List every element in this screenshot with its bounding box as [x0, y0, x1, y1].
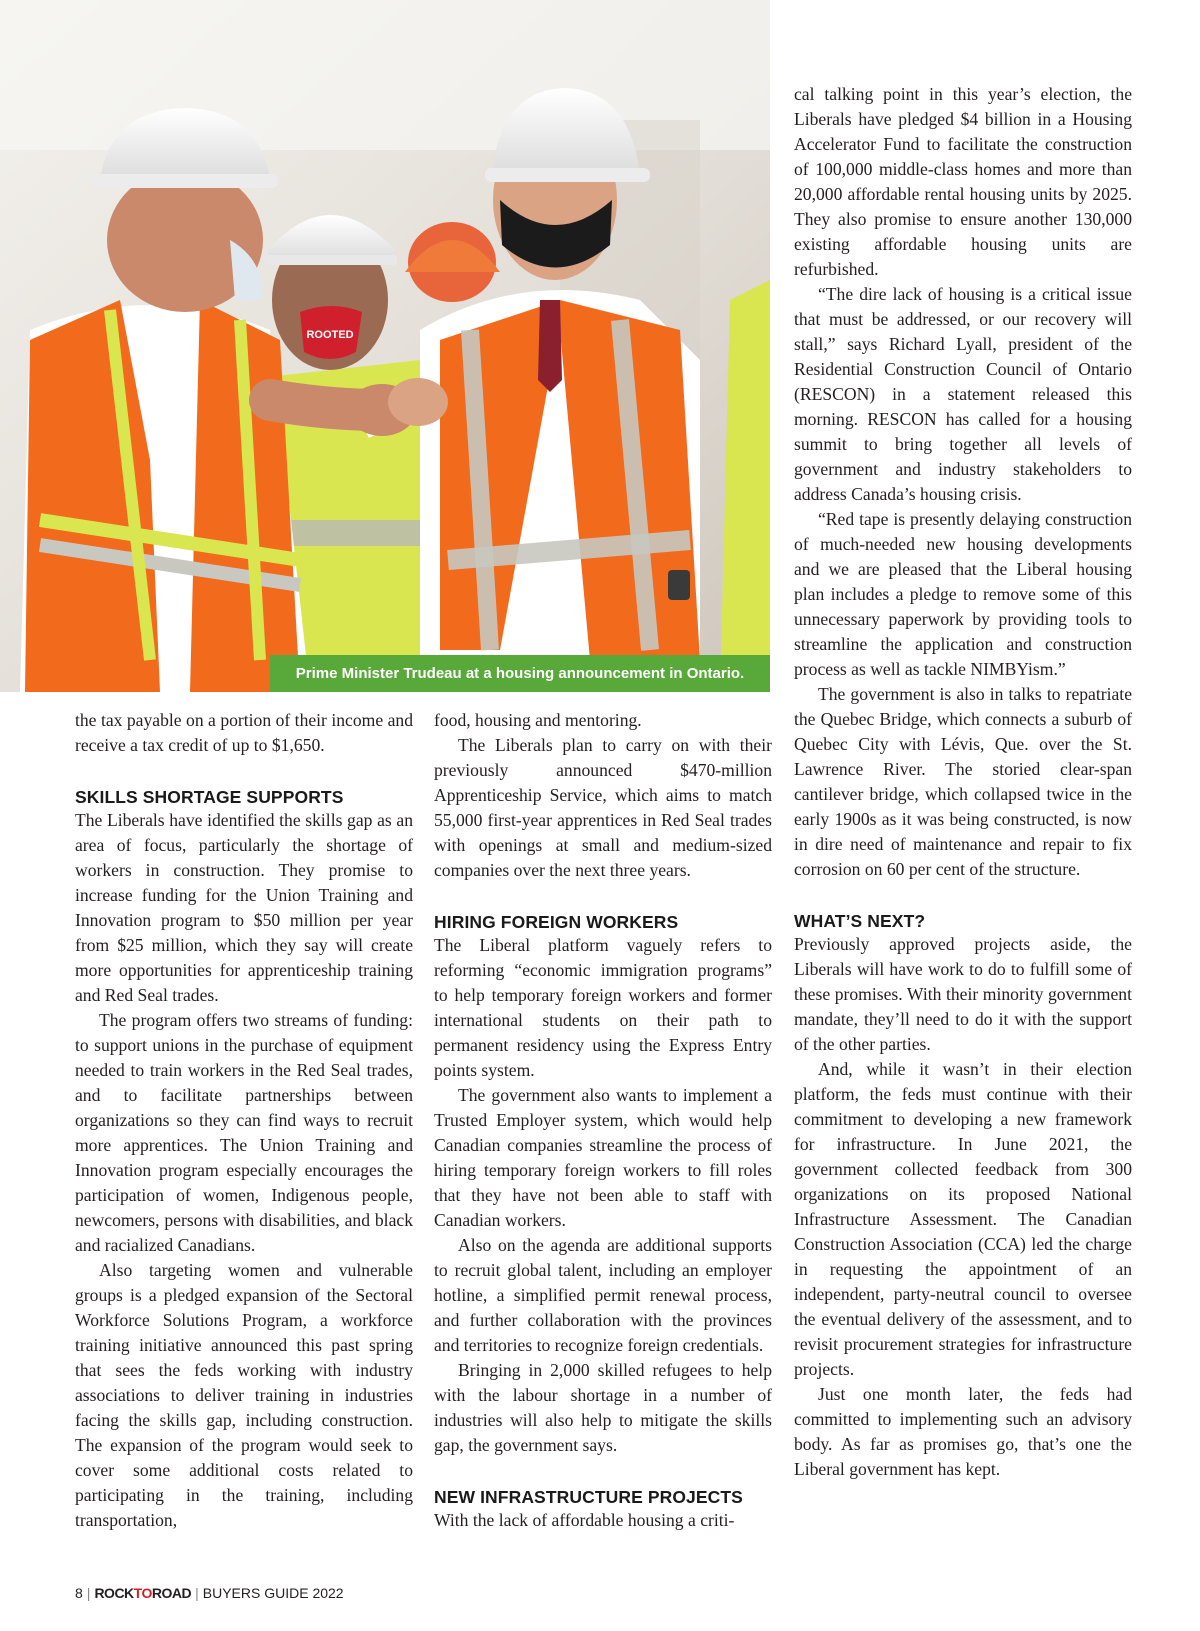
section-heading-whats-next: WHAT’S NEXT? [794, 911, 926, 931]
paragraph: The Liberals have identified the skills gap as an area of focus, particularly the shortage of workers in construction. They promise to increase funding for the Union Training and Innovation program to $50 million per year from $25 million, which they say will create more opportunities for apprenticeship training and Red Seal trades. [75, 810, 413, 1005]
article-photo [0, 0, 770, 692]
article-column-1 [75, 708, 413, 1533]
page-number: 8 [75, 1585, 83, 1601]
brand-road: ROAD [151, 1585, 192, 1601]
brand-rock: ROCK [94, 1585, 134, 1601]
paragraph: Also targeting women and vulnerable groups is a pledged expansion of the Sectoral Workforce Solutions Program, a workforce training initiative announced this past spring that sees the feds working with industry associations to deliver training in industries facing the skills gap, including construction. The expansion of the program would seek to cover some additional costs related to participating in the training, including transportation, [75, 1260, 413, 1530]
paragraph: Previously approved projects aside, the Liberals will have work to do to fulfill some of these promises. With their minority government mandate, they’ll need to do it with the support of the other parties. [794, 934, 1132, 1054]
wristwatch [668, 570, 690, 600]
construction-site-photo [0, 0, 770, 692]
paragraph: The Liberals plan to carry on with their previously announced $470-million Apprenticeship Service, which aims to match 55,000 first-year apprentices in Red Seal trades with openings at small and medium-sized companies over the next three years. [434, 735, 772, 880]
photo-caption: Prime Minister Trudeau at a housing announcement in Ontario. [270, 655, 770, 692]
brand-logo [94, 1585, 191, 1601]
mask-text: ROOTED [306, 329, 354, 341]
paragraph: “Red tape is presently delaying construction of much-needed new housing developments and we are pleased that the Liberal housing plan includes a pledge to remove some of this unnecessary paperwork by providing tools to streamline the application and construction process as well as tackle NIMBYism.” [794, 509, 1132, 679]
paragraph: “The dire lack of housing is a critical issue that must be addressed, or our recovery will stall,” says Richard Lyall, president of the Residential Construction Council of Ontario (RESCON) in a statement released this morning. RESCON has called for a housing summit to bring together all levels of government and industry stakeholders to address Canada’s housing crisis. [794, 284, 1132, 504]
paragraph: food, housing and mentoring. [434, 710, 642, 730]
paragraph: cal talking point in this year’s election, the Liberals have pledged $4 billion in a Housing Accelerator Fund to facilitate the construction of 100,000 middle-class homes and more than 20,000 affordable rental housing units by 2025. They also promise to ensure another 130,000 existing affordable housing units are refurbished. [794, 84, 1132, 279]
paragraph: Bringing in 2,000 skilled refugees to help with the labour shortage in a number of industries will also help to mitigate the skills gap, the government says. [434, 1360, 772, 1455]
article-column-3 [794, 82, 1132, 1482]
paragraph: And, while it wasn’t in their election platform, the feds must continue with their commitment to developing a new framework for infrastructure. In June 2021, the government collected feedback from 300 organizations on its proposed National Infrastructure Assessment. The Canadian Construction Association (CCA) led the charge in requesting the appointment of an independent, party-neutral council to oversee the eventual delivery of the assessment, and to revisit procurement strategies for infrastructure projects. [794, 1059, 1132, 1379]
paragraph: The Liberal platform vaguely refers to reforming “economic immigration programs” to help temporary foreign workers and former international students on their path to permanent residency using the Express Entry points system. [434, 935, 772, 1080]
section-heading-new-infrastructure: NEW INFRASTRUCTURE PROJECTS [434, 1487, 743, 1507]
footer-separator: | [195, 1585, 199, 1601]
paragraph: Just one month later, the feds had committed to implementing such an advisory body. As far as promises go, that’s one the Liberal government has kept. [794, 1384, 1132, 1479]
article-column-2 [434, 708, 772, 1533]
publication-name: BUYERS GUIDE 2022 [202, 1585, 344, 1601]
section-heading-skills-shortage: SKILLS SHORTAGE SUPPORTS [75, 787, 344, 807]
paragraph: the tax payable on a portion of their income and receive a tax credit of up to $1,650. [75, 710, 413, 755]
paragraph: The government also wants to implement a Trusted Employer system, which would help Canadian companies streamline the process of hiring temporary foreign workers to fill roles that they have not been able to staff with Canadian workers. [434, 1085, 772, 1230]
paragraph: The government is also in talks to repatriate the Quebec Bridge, which connects a suburb of Quebec City with Lévis, Que. over the St. Lawrence River. The storied clear-span cantilever bridge, which collapsed twice in the early 1900s as it was being constructed, is now in dire need of maintenance and repair to fix corrosion on 60 per cent of the structure. [794, 684, 1132, 879]
page-footer [75, 1583, 344, 1603]
footer-separator: | [86, 1585, 91, 1601]
paragraph: With the lack of affordable housing a criti- [434, 1510, 735, 1530]
section-heading-hiring-foreign-workers: HIRING FOREIGN WORKERS [434, 912, 679, 932]
brand-to: TO [133, 1585, 152, 1601]
paragraph: Also on the agenda are additional supports to recruit global talent, including an employer hotline, a simplified permit renewal process, and further collaboration with the provinces and territories to recognize foreign credentials. [434, 1235, 772, 1355]
paragraph: The program offers two streams of funding: to support unions in the purchase of equipment needed to train workers in the Red Seal trades, and to facilitate partnerships between organizations so they can find ways to recruit more apprentices. The Union Training and Innovation program especially encourages the participation of women, Indigenous people, newcomers, persons with disabilities, and black and racialized Canadians. [75, 1010, 413, 1255]
